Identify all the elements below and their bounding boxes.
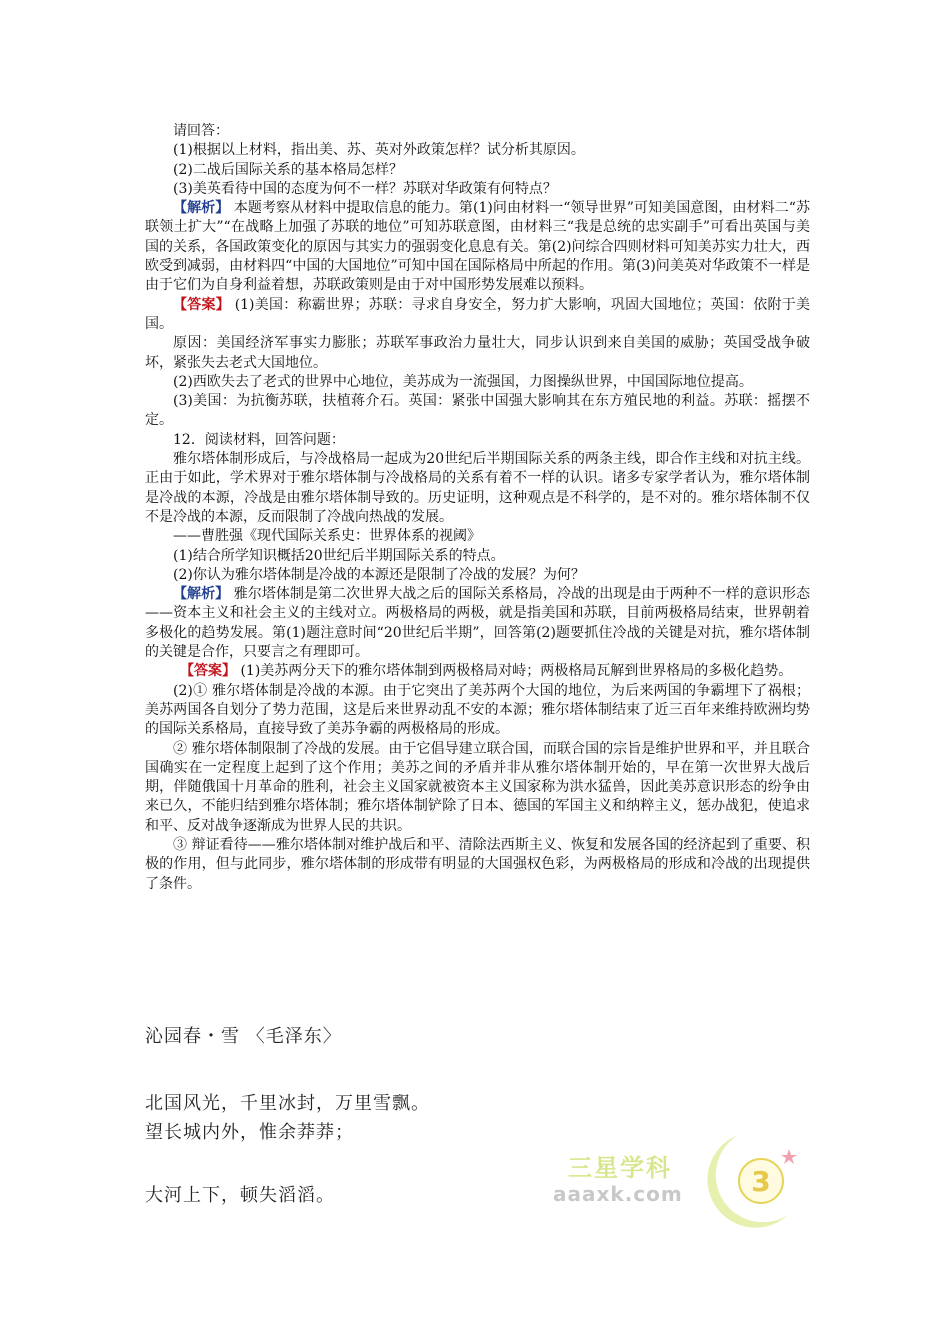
q12-analysis-text: 雅尔塔体制是第二次世界大战之后的国际关系格局，冷战的出现是由于两种不一样的意识形态——资本主义和社会主义的主线对立。两极格局的两极，就是指美国和苏联，目前两极格局结束，世界朝着多极化的趋势发展。第(1)题注意时间“20世纪后半期”，回答第(2)题要抓住冷战的关键是对抗，雅尔塔体制的关键是合作，只要言之有理即可。 — [145, 586, 811, 661]
q11-question-1: (1)根据以上材料，指出美、苏、英对外政策怎样？试分析其原因。 — [173, 142, 585, 159]
q12-material: 雅尔塔体制形成后，与冷战格局一起成为20世纪后半期国际关系的两条主线，即合作主线和对抗主线。正由于如此，学术界对于雅尔塔体制与冷战格局的关系有着不一样的认识。诸多专家学者认为，雅尔塔体制是冷战的本源，冷战是由雅尔塔体制导致的。历史证明，这种观点是不科学的，是不对的。雅尔塔体制不仅不是冷战的本源，反而限制了冷战向热战的发展。 — [145, 451, 810, 525]
crescent-logo-icon — [683, 1125, 803, 1235]
q11-answer-reason: 原因：美国经济军事实力膨胀；苏联军事政治力量壮大，同步认识到来自美国的威胁；英国受战争破坏，紧张失去老式大国地位。 — [145, 335, 810, 371]
q11-prompt: 请回答： — [173, 123, 229, 139]
q11-question-3: (3)美英看待中国的态度为何不一样？苏联对华政策有何特点？ — [173, 180, 557, 197]
analysis-tag: 【解析】 — [173, 200, 230, 217]
q12-answer-2-3: ③ 辩证看待——雅尔塔体制对维护战后和平、清除法西斯主义、恢复和发展各国的经济起到了重要、积极的作用，但与此同步，雅尔塔体制的形成带有明显的大国强权色彩，为两极格局的形成和冷战的出现提供了条件。 — [145, 836, 810, 892]
q11-answer-2: (2)西欧失去了老式的世界中心地位，美苏成为一流强国，力图操纵世界，中国国际地位提高。 — [173, 373, 753, 390]
q11-answer-3: (3)美国：为抗衡苏联，扶植蒋介石。英国：紧张中国强大影响其在东方殖民地的利益。苏联：摇摆不定。 — [145, 393, 810, 429]
poem-line-2: 望长城内外，惟余莽莽； — [145, 1122, 354, 1143]
watermark-logo — [548, 1120, 808, 1250]
q11-answer-1-text: (1)美国：称霸世界；苏联：寻求自身安全，努力扩大影响，巩固大国地位；英国：依附于美国。 — [145, 296, 811, 332]
q12-analysis — [145, 585, 810, 662]
q12-answer-2-1: (2)① 雅尔塔体制是冷战的本源。由于它突出了美苏两个大国的地位，为后来两国的争霸埋下了祸根；美苏两国各自划分了势力范围，这是后来世界动乱不安的本源；雅尔塔体制结束了近三百年来维持欧洲均势的国际关系格局，直接导致了美苏争霸的两极格局的形成。 — [145, 682, 810, 738]
q11-analysis-text: 本题考察从材料中提取信息的能力。第(1)问由材料一“领导世界”可知美国意图，由材料二“苏联领土扩大”“在战略上加强了苏联的地位”可知苏联意图，由材料三“我是总统的忠实副手”可看出英国与美国的关系，各国政策变化的原因与其实力的强弱变化息息有关。第(2)问综合四则材料可知美苏实力壮大，西欧受到减弱，由材料四“中国的大国地位”可知中国在国际格局中所起的作用。第(3)问美英对华政策不一样是由于它们为自身利益着想，苏联政策则是由于对中国形势发展难以预料。 — [145, 200, 810, 294]
analysis-tag: 【解析】 — [173, 586, 230, 603]
watermark-brand: 三星学科 — [568, 1154, 672, 1182]
q12-answer-1-text: (1)美苏两分天下的雅尔塔体制到两极格局对峙；两极格局瓦解到世界格局的多极化趋势。 — [240, 663, 793, 680]
q11-answer-1 — [145, 296, 810, 335]
q11-analysis — [145, 199, 810, 295]
answer-tag: 【答案】 — [173, 296, 230, 313]
poem-title: 沁园春・雪 〈毛泽东〉 — [145, 1026, 342, 1047]
q11-question-2: (2)二战后国际关系的基本格局怎样？ — [173, 161, 403, 178]
logo-badge-number: 3 — [751, 1165, 771, 1198]
question-content — [145, 122, 810, 894]
star-icon — [781, 1149, 797, 1164]
answer-tag: 【答案】 — [180, 663, 236, 680]
watermark-url: aaaxk.com — [553, 1182, 683, 1206]
q12-question-2: (2)你认为雅尔塔体制是冷战的本源还是限制了冷战的发展？为何？ — [173, 566, 585, 583]
q12-source: ——曹胜强《现代国际关系史：世界体系的视阈》 — [173, 528, 481, 545]
q12-answer-1 — [145, 662, 810, 681]
q12-answer-2-2: ② 雅尔塔体制限制了冷战的发展。由于它倡导建立联合国，而联合国的宗旨是维护世界和平，并且联合国确实在一定程度上起到了这个作用；美苏之间的矛盾并非从雅尔塔体制开始的，早在第一次世界大战后期，伴随俄国十月革命的胜利，社会主义国家就被资本主义国家称为洪水猛兽，因此美苏意识形态的纷争由来已久，不能归结到雅尔塔体制；雅尔塔体制铲除了日本、德国的军国主义和纳粹主义，惩办战犯，使追求和平、反对战争逐渐成为世界人民的共识。 — [145, 740, 810, 834]
poem-line-3: 大河上下，顿失滔滔。 — [145, 1185, 335, 1206]
poem-line-1: 北国风光，千里冰封，万里雪飘。 — [145, 1093, 430, 1114]
q12-question-1: (1)结合所学知识概括20世纪后半期国际关系的特点。 — [173, 547, 505, 564]
q12-heading: 12．阅读材料，回答问题： — [173, 431, 345, 448]
